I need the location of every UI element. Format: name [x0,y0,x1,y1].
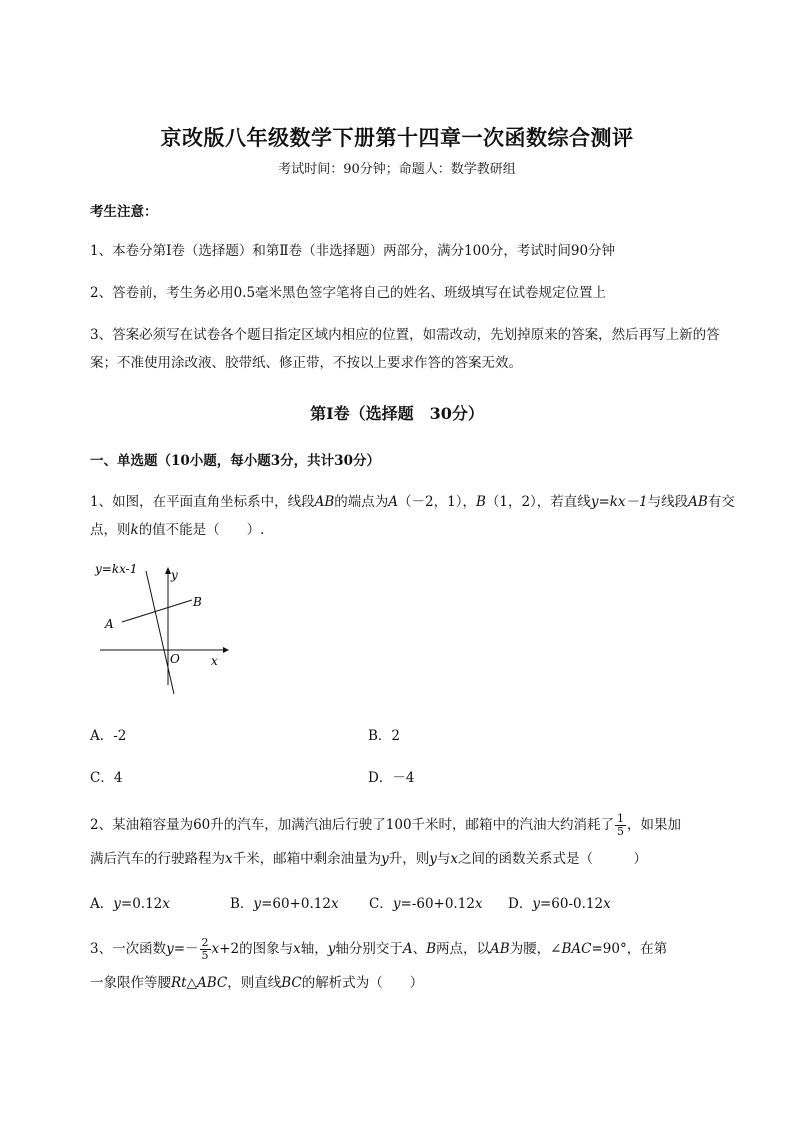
point-b-label: B [193,595,202,609]
x-axis-label: x [211,654,218,668]
notice-item-2: 2、答卷前，考生务必用0.5毫米黑色签字笔将自己的姓名、班级填写在试卷规定位置上 [90,285,607,301]
q2-option-b: B．y=60+0.12x [230,896,339,912]
q1-option-d: D．－4 [368,770,415,786]
question-1-text: 1、如图，在平面直角坐标系中，线段AB的端点为A（－2，1），B（1，2），若直线y=kx－1与线段AB有交点，则k的值不能是（ ）. [90,494,735,538]
x-axis-arrow [223,647,229,653]
notice-heading: 考生注意： [90,204,158,220]
q2-option-c: C．y=-60+0.12x [369,896,483,912]
q1-option-a: A．-2 [90,728,127,744]
line-y-kx-1 [146,571,174,694]
fraction-one-fifth: $\frac{1}{5}$ [617,812,625,838]
question-3-text: 3、一次函数y=－ $\frac{2}{5}$ x+2的图象与x轴，y轴分别交于A、B两点，以AB为腰，∠BAC=90°，在第 一象限作等腰Rt△ABC，则直线BC的解析式为（ ） [90,936,668,991]
fraction-two-fifths: $\frac{2}{5}$ [201,936,209,962]
q2-option-d: D．y=60-0.12x [508,896,611,912]
point-a-label: A [105,617,114,631]
question-1-figure [90,555,240,705]
part-heading: 一、单选题（10小题，每小题3分，共计30分） [90,453,380,469]
line-label: y=kx-1 [95,562,138,576]
question-2-text: 2、某油箱容量为60升的汽车，加满汽油后行驶了100千米时，邮箱中的汽油大约消耗了 $\frac{1}{5}$ ，如果加 满后汽车的行驶路程为x千米，邮箱中剩余油量为y升，则y与x之间的函数关系式是（ ） [90,812,682,867]
origin-label: O [170,652,180,666]
notice-item-3: 3、答案必须写在试卷各个题目指定区域内相应的位置，如需改动，先划掉原来的答案，然后再写上新的答案；不准使用涂改液、胶带纸、修正带，不按以上要求作答的答案无效。 [90,327,720,371]
notice-item-1: 1、本卷分第I卷（选择题）和第Ⅱ卷（非选择题）两部分，满分100分，考试时间90分钟 [90,243,616,259]
section-title: 第I卷（选择题 30分） [310,404,484,423]
q1-option-b: B．2 [368,728,401,744]
y-axis-label: y [171,568,178,582]
q1-option-c: C．4 [90,770,123,786]
q2-option-a: A．y=0.12x [90,896,170,912]
page-title: 京改版八年级数学下册第十四章一次函数综合测评 [160,125,634,150]
page-subtitle: 考试时间：90分钟；命题人：数学教研组 [278,162,516,177]
